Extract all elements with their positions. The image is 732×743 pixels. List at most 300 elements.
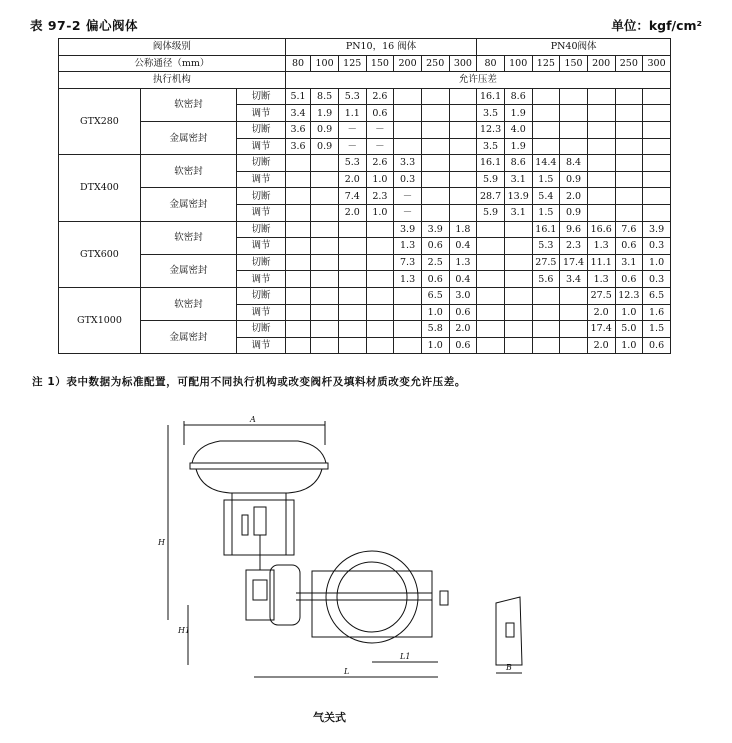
value-cell: 1.0: [615, 304, 643, 321]
value-cell: 0.9: [311, 138, 339, 155]
value-cell: [394, 304, 422, 321]
pressure-table: [58, 38, 671, 354]
value-cell: [504, 321, 532, 338]
value-cell: [560, 88, 588, 105]
value-cell: [587, 171, 615, 188]
seal-type: 软密封: [140, 221, 236, 254]
value-cell: 0.9: [560, 204, 588, 221]
value-cell: 1.5: [532, 204, 560, 221]
value-cell: 0.3: [643, 238, 671, 255]
value-cell: －: [338, 138, 366, 155]
seal-type: 金属密封: [140, 188, 236, 221]
value-cell: [615, 105, 643, 122]
value-cell: 1.3: [449, 254, 477, 271]
value-cell: [504, 337, 532, 354]
table-row: [59, 221, 671, 238]
value-cell: 2.0: [449, 321, 477, 338]
value-cell: 1.6: [643, 304, 671, 321]
value-cell: 5.3: [338, 155, 366, 172]
value-cell: [338, 337, 366, 354]
dn-cell: 80: [477, 55, 505, 72]
dn-cell: 200: [394, 55, 422, 72]
dim-label-h1: H1: [178, 626, 191, 635]
mode: 调节: [237, 304, 286, 321]
dim-label-l1: L1: [400, 652, 411, 661]
value-cell: 5.9: [477, 204, 505, 221]
value-cell: [449, 171, 477, 188]
value-cell: [477, 221, 505, 238]
value-cell: [643, 155, 671, 172]
value-cell: 16.1: [477, 88, 505, 105]
value-cell: 3.3: [394, 155, 422, 172]
value-cell: [643, 171, 671, 188]
value-cell: [366, 221, 394, 238]
value-cell: [311, 171, 339, 188]
seal-type: 金属密封: [140, 321, 236, 354]
value-cell: [338, 287, 366, 304]
value-cell: [311, 287, 339, 304]
dn-cell: 100: [504, 55, 532, 72]
indicator: [242, 515, 248, 535]
value-cell: [366, 271, 394, 288]
value-cell: [504, 271, 532, 288]
value-cell: [421, 204, 449, 221]
value-cell: [285, 155, 310, 172]
mode: 切断: [237, 221, 286, 238]
value-cell: －: [366, 138, 394, 155]
value-cell: 8.5: [311, 88, 339, 105]
value-cell: 3.6: [285, 121, 310, 138]
value-cell: [477, 304, 505, 321]
value-cell: [394, 287, 422, 304]
dn-cell: 200: [587, 55, 615, 72]
dn-cell: 250: [615, 55, 643, 72]
value-cell: [587, 204, 615, 221]
value-cell: 2.0: [338, 204, 366, 221]
value-cell: 2.0: [587, 337, 615, 354]
mode: 切断: [237, 88, 286, 105]
mode: 调节: [237, 105, 286, 122]
value-cell: 0.6: [449, 304, 477, 321]
value-cell: [615, 121, 643, 138]
value-cell: 16.6: [587, 221, 615, 238]
label-valve-class: 阀体级别: [59, 39, 286, 56]
value-cell: [615, 155, 643, 172]
value-cell: [615, 171, 643, 188]
mode: 调节: [237, 138, 286, 155]
label-allowed-dp: 允许压差: [285, 72, 670, 89]
value-cell: [643, 105, 671, 122]
value-cell: 27.5: [532, 254, 560, 271]
value-cell: [587, 105, 615, 122]
value-cell: 1.9: [504, 138, 532, 155]
value-cell: [285, 304, 310, 321]
value-cell: 1.0: [615, 337, 643, 354]
value-cell: 0.6: [366, 105, 394, 122]
side-view-key: [506, 623, 514, 637]
value-cell: [532, 337, 560, 354]
actuator-upper-cover: [192, 441, 326, 463]
value-cell: 7.4: [338, 188, 366, 205]
value-cell: 2.0: [560, 188, 588, 205]
seal-type: 金属密封: [140, 254, 236, 287]
value-cell: 0.3: [394, 171, 422, 188]
value-cell: 1.5: [643, 321, 671, 338]
value-cell: 3.6: [285, 138, 310, 155]
value-cell: 2.0: [587, 304, 615, 321]
value-cell: [366, 304, 394, 321]
value-cell: [338, 221, 366, 238]
value-cell: [560, 304, 588, 321]
value-cell: [532, 88, 560, 105]
value-cell: [394, 138, 422, 155]
value-cell: 28.7: [477, 188, 505, 205]
value-cell: [449, 155, 477, 172]
value-cell: [285, 238, 310, 255]
value-cell: 8.4: [560, 155, 588, 172]
value-cell: 1.3: [394, 271, 422, 288]
value-cell: [311, 271, 339, 288]
value-cell: 3.9: [394, 221, 422, 238]
seal-type: 软密封: [140, 88, 236, 121]
value-cell: 3.4: [560, 271, 588, 288]
value-cell: 12.3: [615, 287, 643, 304]
value-cell: [449, 88, 477, 105]
value-cell: 3.9: [643, 221, 671, 238]
table-title: 表 97-2 偏心阀体: [30, 18, 138, 33]
value-cell: [615, 204, 643, 221]
dn-cell: 80: [285, 55, 310, 72]
value-cell: [285, 321, 310, 338]
value-cell: 5.8: [421, 321, 449, 338]
value-cell: 2.0: [338, 171, 366, 188]
table-row: [59, 188, 671, 205]
value-cell: [449, 121, 477, 138]
value-cell: 0.9: [311, 121, 339, 138]
value-cell: [285, 171, 310, 188]
value-cell: [587, 155, 615, 172]
seal-type: 金属密封: [140, 121, 236, 154]
value-cell: 0.6: [615, 271, 643, 288]
value-cell: －: [366, 121, 394, 138]
dn-cell: 150: [366, 55, 394, 72]
value-cell: 8.6: [504, 88, 532, 105]
value-cell: －: [338, 121, 366, 138]
value-cell: 16.1: [532, 221, 560, 238]
value-cell: [587, 188, 615, 205]
value-cell: 5.3: [532, 238, 560, 255]
value-cell: 0.4: [449, 238, 477, 255]
value-cell: [338, 254, 366, 271]
dim-label-b: B: [506, 663, 512, 672]
value-cell: 3.9: [421, 221, 449, 238]
value-cell: [311, 238, 339, 255]
value-cell: 6.5: [421, 287, 449, 304]
shaft-end-cap: [440, 591, 448, 605]
value-cell: 0.3: [643, 271, 671, 288]
value-cell: 1.0: [421, 304, 449, 321]
value-cell: 13.9: [504, 188, 532, 205]
value-cell: [560, 105, 588, 122]
value-cell: [643, 88, 671, 105]
header-row-class: [59, 39, 671, 56]
value-cell: [643, 188, 671, 205]
dn-cell: 150: [560, 55, 588, 72]
actuator-model: GTX1000: [59, 287, 141, 353]
value-cell: [477, 254, 505, 271]
value-cell: 1.0: [421, 337, 449, 354]
value-cell: [477, 271, 505, 288]
value-cell: [311, 204, 339, 221]
value-cell: [587, 121, 615, 138]
mode: 调节: [237, 204, 286, 221]
label-pn16: PN10，16 阀体: [285, 39, 476, 56]
value-cell: 14.4: [532, 155, 560, 172]
value-cell: 2.6: [366, 88, 394, 105]
value-cell: 17.4: [587, 321, 615, 338]
table-row: [59, 155, 671, 172]
value-cell: 1.0: [366, 204, 394, 221]
value-cell: 12.3: [477, 121, 505, 138]
value-cell: 0.6: [421, 238, 449, 255]
value-cell: [587, 138, 615, 155]
label-pn40: PN40阀体: [477, 39, 671, 56]
header-row-dn: [59, 55, 671, 72]
header-row-actuator: [59, 72, 671, 89]
value-cell: 2.5: [421, 254, 449, 271]
value-cell: 2.3: [366, 188, 394, 205]
value-cell: [615, 188, 643, 205]
valve-drawing: [150, 405, 590, 695]
label-actuator: 执行机构: [59, 72, 286, 89]
table-row: [59, 254, 671, 271]
actuator-model: DTX400: [59, 155, 141, 221]
value-cell: 7.6: [615, 221, 643, 238]
value-cell: 1.3: [587, 271, 615, 288]
value-cell: 3.5: [477, 105, 505, 122]
value-cell: 1.9: [311, 105, 339, 122]
value-cell: [560, 321, 588, 338]
value-cell: [449, 105, 477, 122]
value-cell: 2.3: [560, 238, 588, 255]
value-cell: －: [394, 204, 422, 221]
value-cell: 17.4: [560, 254, 588, 271]
value-cell: [311, 221, 339, 238]
value-cell: [532, 105, 560, 122]
value-cell: [394, 105, 422, 122]
value-cell: [421, 105, 449, 122]
value-cell: 1.0: [366, 171, 394, 188]
stem-connector: [254, 507, 266, 535]
value-cell: 0.4: [449, 271, 477, 288]
value-cell: [532, 287, 560, 304]
value-cell: 11.1: [587, 254, 615, 271]
value-cell: [311, 188, 339, 205]
value-cell: [504, 254, 532, 271]
value-cell: 5.0: [615, 321, 643, 338]
value-cell: [285, 271, 310, 288]
value-cell: 3.5: [477, 138, 505, 155]
value-cell: 27.5: [587, 287, 615, 304]
value-cell: [560, 121, 588, 138]
mode: 调节: [237, 238, 286, 255]
value-cell: [532, 321, 560, 338]
value-cell: 0.6: [643, 337, 671, 354]
value-cell: [587, 88, 615, 105]
value-cell: 1.8: [449, 221, 477, 238]
value-cell: [532, 121, 560, 138]
value-cell: [532, 304, 560, 321]
value-cell: [285, 204, 310, 221]
dn-cell: 250: [421, 55, 449, 72]
value-cell: [421, 171, 449, 188]
value-cell: 3.1: [504, 171, 532, 188]
value-cell: [366, 337, 394, 354]
dn-cell: 100: [311, 55, 339, 72]
mode: 切断: [237, 188, 286, 205]
value-cell: [643, 121, 671, 138]
housing-window: [253, 580, 267, 600]
value-cell: 1.0: [643, 254, 671, 271]
value-cell: [532, 138, 560, 155]
value-cell: 0.6: [615, 238, 643, 255]
value-cell: 1.5: [532, 171, 560, 188]
value-cell: 1.9: [504, 105, 532, 122]
value-cell: [311, 304, 339, 321]
mode: 调节: [237, 271, 286, 288]
value-cell: [311, 155, 339, 172]
value-cell: 0.6: [421, 271, 449, 288]
value-cell: 6.5: [643, 287, 671, 304]
value-cell: [477, 337, 505, 354]
value-cell: 8.6: [504, 155, 532, 172]
mode: 切断: [237, 287, 286, 304]
value-cell: 5.3: [338, 88, 366, 105]
value-cell: [477, 287, 505, 304]
value-cell: [366, 254, 394, 271]
value-cell: 5.6: [532, 271, 560, 288]
value-cell: [394, 88, 422, 105]
value-cell: [394, 121, 422, 138]
value-cell: [285, 221, 310, 238]
table-row: [59, 321, 671, 338]
value-cell: [285, 188, 310, 205]
valve-body-outline: [312, 571, 432, 637]
label-dn: 公称通径（mm）: [59, 55, 286, 72]
actuator-flange: [190, 463, 328, 469]
value-cell: 2.6: [366, 155, 394, 172]
drawing-caption: 气关式: [313, 711, 346, 724]
mode: 切断: [237, 155, 286, 172]
valve-flange: [326, 551, 418, 643]
dim-label-a: A: [250, 415, 256, 424]
value-cell: 5.4: [532, 188, 560, 205]
value-cell: [285, 254, 310, 271]
value-cell: [449, 138, 477, 155]
value-cell: [504, 221, 532, 238]
table-row: [59, 121, 671, 138]
value-cell: [504, 238, 532, 255]
value-cell: [421, 155, 449, 172]
valve-bore: [337, 562, 407, 632]
yoke-frame: [224, 500, 294, 555]
mode: 调节: [237, 171, 286, 188]
value-cell: [366, 238, 394, 255]
dn-cell: 125: [338, 55, 366, 72]
value-cell: 1.1: [338, 105, 366, 122]
value-cell: [615, 88, 643, 105]
value-cell: 4.0: [504, 121, 532, 138]
dn-cell: 300: [449, 55, 477, 72]
value-cell: [394, 321, 422, 338]
dn-cell: 300: [643, 55, 671, 72]
value-cell: [477, 321, 505, 338]
value-cell: [615, 138, 643, 155]
value-cell: [560, 337, 588, 354]
value-cell: 16.1: [477, 155, 505, 172]
value-cell: [560, 287, 588, 304]
mode: 调节: [237, 337, 286, 354]
actuator-model: GTX280: [59, 88, 141, 154]
value-cell: 5.9: [477, 171, 505, 188]
value-cell: 9.6: [560, 221, 588, 238]
value-cell: 7.3: [394, 254, 422, 271]
value-cell: 3.0: [449, 287, 477, 304]
value-cell: [338, 271, 366, 288]
mode: 切断: [237, 321, 286, 338]
mode: 切断: [237, 121, 286, 138]
value-cell: －: [394, 188, 422, 205]
actuator-lower-cover: [196, 469, 322, 493]
value-cell: [311, 321, 339, 338]
dim-label-h: H: [158, 538, 165, 547]
table-header: [30, 16, 702, 34]
unit-label: 单位：kgf/cm²: [611, 18, 702, 33]
footnote: 注 1）表中数据为标准配置，可配用不同执行机构或改变阀杆及填料材质改变允许压差。: [32, 376, 466, 388]
value-cell: [366, 287, 394, 304]
value-cell: [504, 304, 532, 321]
table-row: [59, 88, 671, 105]
value-cell: [285, 337, 310, 354]
mode: 切断: [237, 254, 286, 271]
value-cell: [504, 287, 532, 304]
value-cell: [643, 138, 671, 155]
value-cell: [338, 304, 366, 321]
value-cell: 3.1: [615, 254, 643, 271]
value-cell: 0.6: [449, 337, 477, 354]
actuator-model: GTX600: [59, 221, 141, 287]
value-cell: 1.3: [394, 238, 422, 255]
value-cell: [338, 238, 366, 255]
side-view-body: [496, 597, 522, 665]
value-cell: 3.1: [504, 204, 532, 221]
value-cell: [449, 204, 477, 221]
value-cell: [421, 188, 449, 205]
value-cell: [421, 121, 449, 138]
value-cell: [421, 138, 449, 155]
value-cell: [643, 204, 671, 221]
value-cell: 5.1: [285, 88, 310, 105]
value-cell: [311, 337, 339, 354]
table-row: [59, 287, 671, 304]
value-cell: [477, 238, 505, 255]
value-cell: [311, 254, 339, 271]
value-cell: [366, 321, 394, 338]
value-cell: 3.4: [285, 105, 310, 122]
value-cell: [394, 337, 422, 354]
value-cell: 0.9: [560, 171, 588, 188]
seal-type: 软密封: [140, 155, 236, 188]
